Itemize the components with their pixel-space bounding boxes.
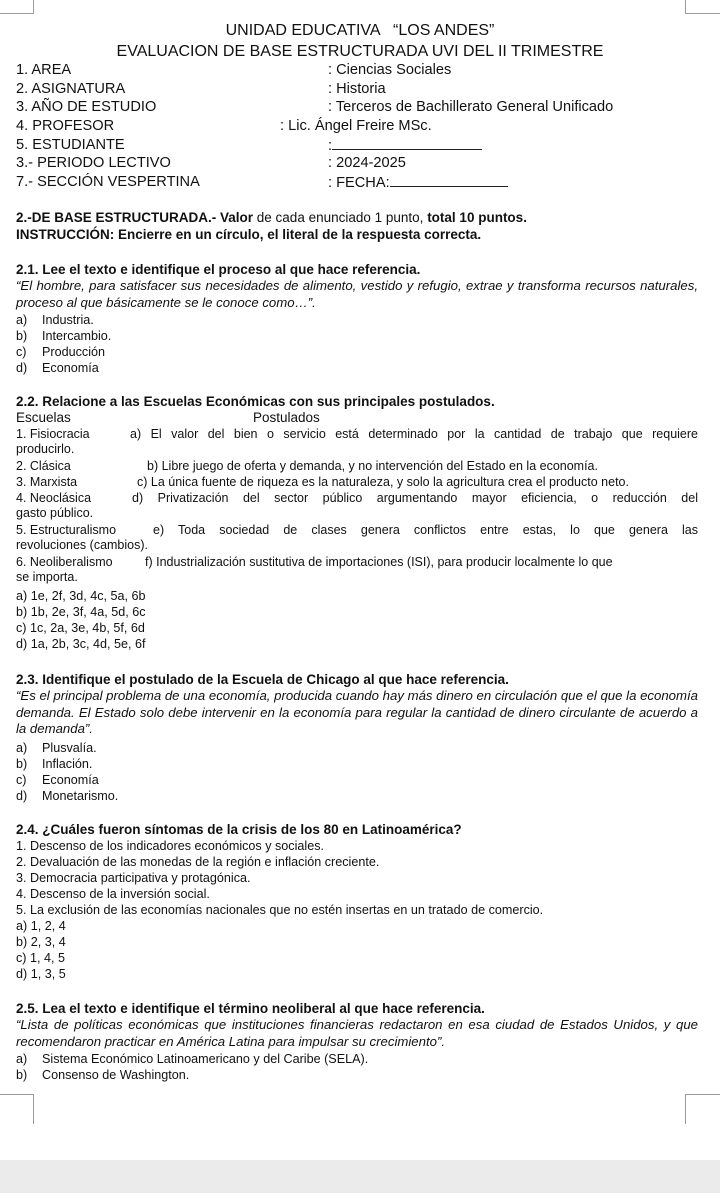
header-row-period (16, 155, 706, 173)
option-key: c) (16, 621, 27, 635)
option-text: Economía (42, 361, 99, 375)
column-postulates: Postulados (253, 410, 320, 425)
school-name: 5. Estructuralismo (16, 523, 117, 537)
postulate-text: e) Toda sociedad de clases genera conflictos entre estas, lo que genera las (153, 523, 698, 537)
option-key: a) (16, 589, 28, 603)
header-row-section (16, 174, 706, 192)
option[interactable] (16, 1067, 189, 1083)
option-key: b) (16, 757, 28, 771)
header-label: 5. ESTUDIANTE (16, 137, 125, 153)
option-text: 1, 3, 5 (30, 967, 66, 981)
question-4-title: 2.4. ¿Cuáles fueron síntomas de la crisis de los 80 en Latinoamérica? (16, 822, 462, 837)
option-text: 1b, 2e, 3f, 4a, 5d, 6c (30, 605, 146, 619)
option[interactable] (16, 360, 99, 376)
match-row (16, 459, 698, 474)
postulate-continuation: se importa. (16, 570, 78, 584)
option-key: b) (16, 329, 28, 343)
intro-value-label: 2.-DE BASE ESTRUCTURADA.- Valor (16, 210, 254, 225)
match-row (16, 491, 698, 521)
evaluation-title: EVALUACION DE BASE ESTRUCTURADA UVI DEL II TRIMESTRE (116, 43, 604, 60)
option[interactable] (16, 950, 65, 966)
option-key: c) (16, 951, 27, 965)
question-5-title: 2.5. Lea el texto e identifique el término neoliberal al que hace referencia. (16, 1001, 485, 1016)
list-item: 4. Descenso de la inversión social. (16, 887, 210, 901)
crop-mark (686, 1094, 720, 1096)
option-text: 1e, 2f, 3d, 4c, 5a, 6b (30, 589, 146, 603)
column-schools: Escuelas (16, 410, 71, 425)
option-text: Sistema Económico Latinoamericano y del Caribe (SELA). (42, 1052, 369, 1066)
option-key: d) (16, 637, 28, 651)
header-label: 7.- SECCIÓN VESPERTINA (16, 174, 200, 190)
intro-text: de cada enunciado 1 punto, (253, 210, 428, 225)
match-row (16, 523, 698, 553)
option-key: c) (16, 773, 27, 787)
header-value: : Terceros de Bachillerato General Unificado (328, 99, 614, 115)
option-key: c) (16, 345, 27, 359)
header-value: : Ciencias Sociales (328, 62, 452, 78)
postulate-continuation: producirlo. (16, 442, 75, 456)
list-item: 1. Descenso de los indicadores económicos y sociales. (16, 839, 325, 853)
school-name: 1. Fisiocracia (16, 427, 90, 441)
option-key: b) (16, 1068, 28, 1082)
question-3-title: 2.3. Identifique el postulado de la Escuela de Chicago al que hace referencia. (16, 672, 509, 687)
option[interactable] (16, 788, 118, 804)
option[interactable] (16, 312, 94, 328)
match-row (16, 427, 698, 457)
option-text: Economía (42, 773, 99, 787)
option-text: Intercambio. (42, 329, 112, 343)
header-row-student (16, 137, 706, 155)
crop-mark (33, 0, 35, 14)
option-text: 2, 3, 4 (30, 935, 66, 949)
option-text: Industria. (42, 313, 94, 327)
option[interactable] (16, 756, 92, 772)
crop-mark (685, 0, 687, 14)
header-value: : Lic. Ángel Freire MSc. (280, 118, 432, 134)
crop-mark (0, 13, 34, 15)
school-title: UNIDAD EDUCATIVA “LOS ANDES” (225, 22, 495, 39)
option-text: Consenso de Washington. (42, 1068, 190, 1082)
header-label: 4. PROFESOR (16, 118, 115, 134)
question-5-quote: “Lista de políticas económicas que instituciones financieras redactaron en esa ciudad de Estados Unidos, y que recomendaron practicar en América Latina para impulsar su crecimiento”. (16, 1017, 698, 1049)
school-name: 3. Marxista (16, 475, 78, 489)
intro-total: total 10 puntos. (427, 210, 527, 225)
header-value: : 2024-2025 (328, 155, 406, 171)
option[interactable] (16, 966, 66, 982)
crop-mark (33, 1094, 35, 1124)
header-row-area (16, 62, 706, 80)
match-row (16, 475, 698, 490)
option-text: Inflación. (42, 757, 93, 771)
header-row-teacher (16, 118, 706, 136)
header-label: 3. AÑO DE ESTUDIO (16, 99, 157, 115)
header-label: 2. ASIGNATURA (16, 81, 126, 97)
option[interactable] (16, 588, 146, 604)
match-row (16, 555, 698, 585)
option-key: d) (16, 789, 28, 803)
school-name: 6. Neoliberalismo (16, 555, 113, 569)
header-label: 1. AREA (16, 62, 72, 78)
option[interactable] (16, 620, 145, 636)
option-key: d) (16, 361, 28, 375)
option[interactable] (16, 934, 66, 950)
list-item: 5. La exclusión de las economías nacionales que no estén insertas en un tratado de comercio. (16, 903, 544, 917)
postulate-text: d) Privatización del sector público argumentando mayor eficiencia, o reducción del (132, 491, 698, 505)
option-key: a) (16, 919, 28, 933)
option-key: b) (16, 935, 28, 949)
crop-mark (0, 1094, 34, 1096)
postulate-text: f) Industrialización sustitutiva de importaciones (ISI), para producir localmente lo que (145, 555, 613, 569)
option[interactable] (16, 918, 66, 934)
postulate-continuation: gasto público. (16, 506, 94, 520)
option-text: Producción (42, 345, 106, 359)
option-key: a) (16, 313, 28, 327)
option-text: Plusvalía. (42, 741, 97, 755)
intro-line (16, 210, 706, 226)
option[interactable] (16, 328, 111, 344)
header-value: : FECHA: (328, 175, 390, 191)
crop-mark (685, 1094, 687, 1124)
option-key: a) (16, 741, 28, 755)
option[interactable] (16, 604, 146, 620)
option-text: 1, 2, 4 (30, 919, 66, 933)
option-key: d) (16, 967, 28, 981)
page-bottom-band (0, 1160, 720, 1193)
question-3-quote: “Es el principal problema de una economía, producida cuando hay más dinero en circulación que el que la economía demanda. El Estado solo debe intervenir en la economía para regular la cantidad de dinero circulante de acuerdo a la demanda”. (16, 688, 698, 736)
option[interactable] (16, 1051, 368, 1067)
crop-mark (686, 13, 720, 15)
option-text: 1, 4, 5 (30, 951, 66, 965)
option-text: 1c, 2a, 3e, 4b, 5f, 6d (30, 621, 145, 635)
option[interactable] (16, 344, 105, 360)
school-name: 2. Clásica (16, 459, 71, 473)
question-2-title: 2.2. Relacione a las Escuelas Económicas con sus principales postulados. (16, 394, 495, 409)
option[interactable] (16, 636, 146, 652)
option-key: b) (16, 605, 28, 619)
option-key: a) (16, 1052, 28, 1066)
header-row-subject (16, 81, 706, 99)
header-label: 3.- PERIODO LECTIVO (16, 155, 171, 171)
header-row-year (16, 99, 706, 117)
list-item: 2. Devaluación de las monedas de la región e inflación creciente. (16, 855, 380, 869)
table-header (16, 410, 706, 426)
instruction-line: INSTRUCCIÓN: Encierre en un círculo, el literal de la respuesta correcta. (16, 227, 482, 242)
postulate-text: a) El valor del bien o servicio está determinado por la cantidad de trabajo que requiere (130, 427, 698, 441)
header-value: : (328, 138, 333, 154)
option[interactable] (16, 740, 97, 756)
question-1-title: 2.1. Lee el texto e identifique el proceso al que hace referencia. (16, 262, 421, 277)
option-text: 1a, 2b, 3c, 4d, 5e, 6f (30, 637, 146, 651)
question-1-quote: “El hombre, para satisfacer sus necesidades de alimento, vestido y refugio, extrae y transforma recursos naturales, proceso al que básicamente se le conoce como…”. (16, 278, 698, 310)
option[interactable] (16, 772, 99, 788)
postulate-text: b) Libre juego de oferta y demanda, y no intervención del Estado en la economía. (147, 459, 598, 473)
student-name-blank[interactable] (332, 137, 482, 150)
option-text: Monetarismo. (42, 789, 119, 803)
header-value: : Historia (328, 81, 386, 97)
date-blank[interactable] (390, 174, 508, 187)
postulate-continuation: revoluciones (cambios). (16, 538, 148, 552)
school-name: 4. Neoclásica (16, 491, 92, 505)
postulate-text: c) La única fuente de riqueza es la naturaleza, y solo la agricultura crea el producto neto. (137, 475, 629, 489)
list-item: 3. Democracia participativa y protagónica. (16, 871, 251, 885)
